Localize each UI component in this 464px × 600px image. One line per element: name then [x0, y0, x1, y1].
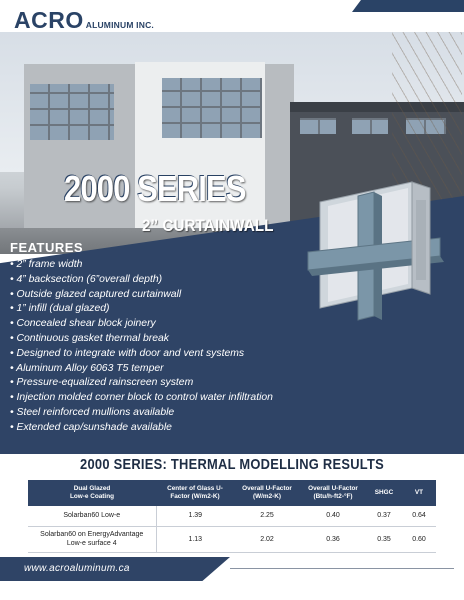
table-cell: Solarban60 on EnergyAdvantage Low-e surface 4	[28, 526, 156, 552]
table-cell: 0.37	[366, 506, 402, 526]
table-cell: 0.40	[300, 506, 366, 526]
series-title: 2000 SERIES	[64, 168, 246, 209]
table-cell: 2.25	[234, 506, 300, 526]
brand-logo	[14, 7, 154, 34]
col-header-shgc: SHGC	[366, 480, 402, 506]
feature-item: • Concealed shear block joinery	[10, 318, 156, 330]
feature-item: • Extended cap/sunshade available	[10, 421, 172, 433]
table-row	[28, 506, 436, 526]
feature-item: • 2” frame width	[10, 259, 83, 270]
feature-item: • Aluminum Alloy 6063 T5 temper	[10, 362, 164, 374]
building-window-grid	[30, 84, 114, 140]
building-window-grid	[300, 118, 336, 134]
feature-item: • 1” infill (dual glazed)	[10, 303, 110, 315]
feature-item: • Steel reinforced mullions available	[10, 406, 175, 418]
feature-item: • Pressure-equalized rainscreen system	[10, 377, 194, 389]
col-header-overall-ufactor-si: Overall U-Factor (W/m2-K)	[234, 480, 300, 506]
table-cell: 1.39	[156, 506, 234, 526]
col-header-vt: VT	[402, 480, 436, 506]
table-cell: 1.13	[156, 526, 234, 552]
feature-item: • 4” backsection (6”overall depth)	[10, 273, 163, 285]
table-cell: 0.64	[402, 506, 436, 526]
thermal-table-title: 2000 SERIES: THERMAL MODELLING RESULTS	[80, 456, 384, 473]
col-header-cog-ufactor: Center of Glass U- Factor (W/m2-K)	[156, 480, 234, 506]
header-accent-stripe	[352, 0, 464, 12]
table-cell: Solarban60 Low-e	[28, 506, 156, 526]
series-subtitle: 2” CURTAINWALL	[142, 216, 274, 235]
table-row	[28, 526, 436, 552]
table-header-row	[28, 480, 436, 506]
thermal-results-table	[28, 480, 436, 553]
page-header	[0, 0, 464, 32]
col-header-overall-ufactor-ip: Overall U-Factor (Btu/h-ft2-°F)	[300, 480, 366, 506]
curtainwall-section-illustration	[300, 180, 450, 328]
table-cell: 0.60	[402, 526, 436, 552]
table-cell: 2.02	[234, 526, 300, 552]
features-heading: FEATURES	[10, 240, 84, 255]
col-header-glazing: Dual Glazed Low-e Coating	[28, 480, 156, 506]
feature-item: • Injection molded corner block to control water infiltration	[10, 392, 273, 404]
feature-item: • Outside glazed captured curtainwall	[10, 288, 182, 300]
table-cell: 0.35	[366, 526, 402, 552]
building-window-grid	[162, 78, 262, 138]
table-cell: 0.36	[300, 526, 366, 552]
feature-item: • Designed to integrate with door and vent systems	[10, 347, 245, 359]
footer-divider	[230, 568, 454, 569]
website-link[interactable]: www.acroaluminum.ca	[24, 563, 130, 574]
feature-item: • Continuous gasket thermal break	[10, 332, 170, 344]
brand-name: ACRO	[14, 7, 84, 33]
features-list	[10, 258, 273, 436]
building-window-grid	[352, 118, 388, 134]
brand-subtitle: ALUMINUM INC.	[85, 20, 154, 30]
